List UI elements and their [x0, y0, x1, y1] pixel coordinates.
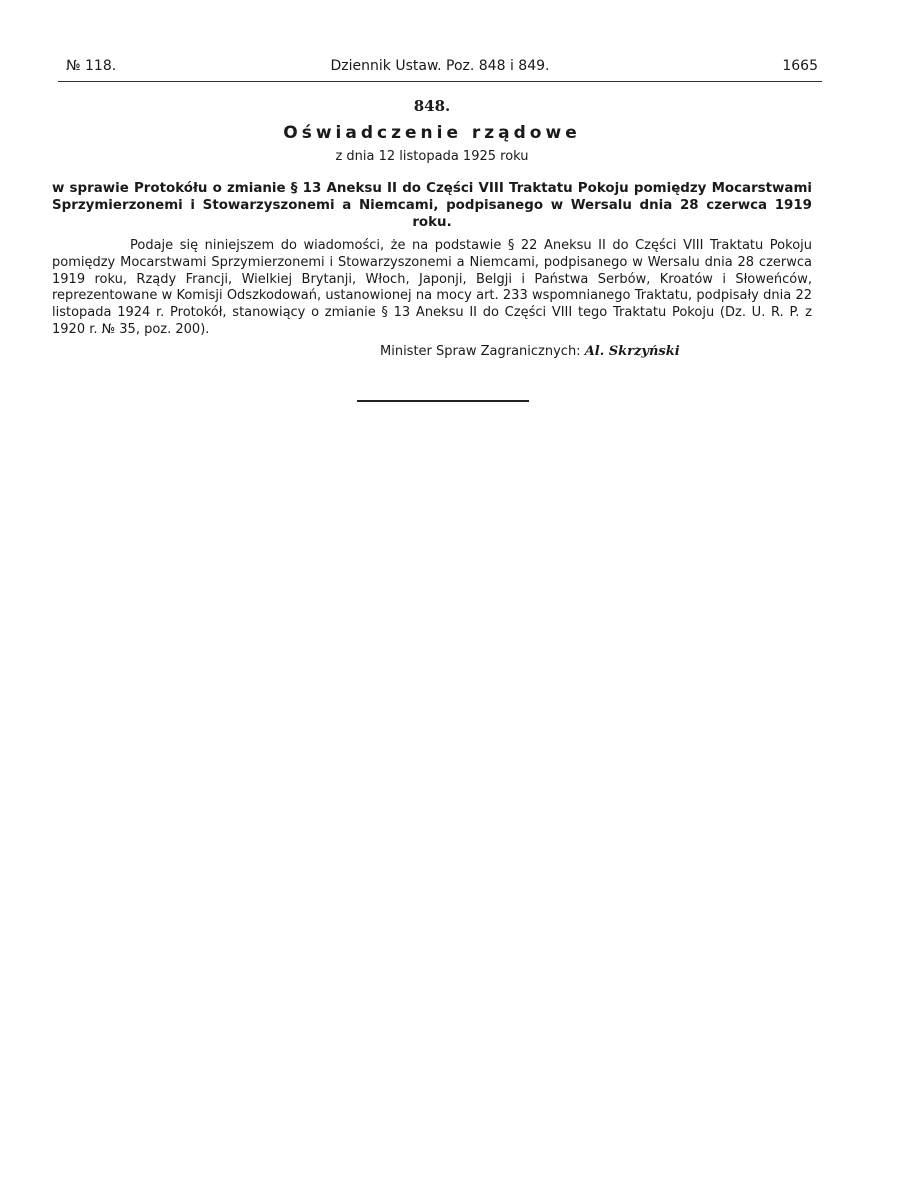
section-end-divider: [357, 400, 529, 402]
signature-line: [380, 343, 680, 361]
act-body-paragraph: Podaje się niniejszem do wiadomości, że na podstawie § 22 Aneksu II do Części VIII Traktatu Pokoju pomiędzy Mocarstwami Sprzymierzonemi i Stowarzyszonemi a Niemcami, podpisanego w Wersalu dnia 28 czerwca 1919 roku, Rządy Francji, Wielkiej Brytanji, Włoch, Japonji, Belgji i Państwa Serbów, Kroatów i Słoweńców, reprezentowane w Komisji Odszkodowań, ustanowionej na mocy art. 233 wspomnianego Traktatu, podpisały dnia 22 listopada 1924 r. Protokół, stanowiący o zmianie § 13 Aneksu II do Części VIII tego Traktatu Pokoju (Dz. U. R. P. z 1920 r. № 35, poz. 200).: [52, 238, 812, 337]
act-subject: w sprawie Protokółu o zmianie § 13 Aneksu II do Części VIII Traktatu Pokoju pomiędzy Mocarstwami Sprzymierzonemi i Stowarzyszonemi a Niemcami, podpisanego w Wersalu dnia 28 czerwca 1919 roku.: [52, 181, 812, 230]
journal-title: Dziennik Ustaw. Poz. 848 i 849.: [330, 58, 550, 74]
page-number: 1665: [782, 58, 818, 74]
signature-name: Al. Skrzyński: [584, 344, 680, 359]
act-number: 848.: [413, 97, 451, 115]
act-title-block: [52, 96, 812, 166]
act-date: z dnia 12 listopada 1925 roku: [335, 149, 529, 164]
header-divider: [58, 81, 822, 82]
signature-title: Minister Spraw Zagranicznych:: [380, 344, 581, 359]
act-type: Oświadczenie rządowe: [283, 123, 581, 143]
issue-number: № 118.: [66, 58, 117, 74]
page-header: [60, 58, 820, 80]
